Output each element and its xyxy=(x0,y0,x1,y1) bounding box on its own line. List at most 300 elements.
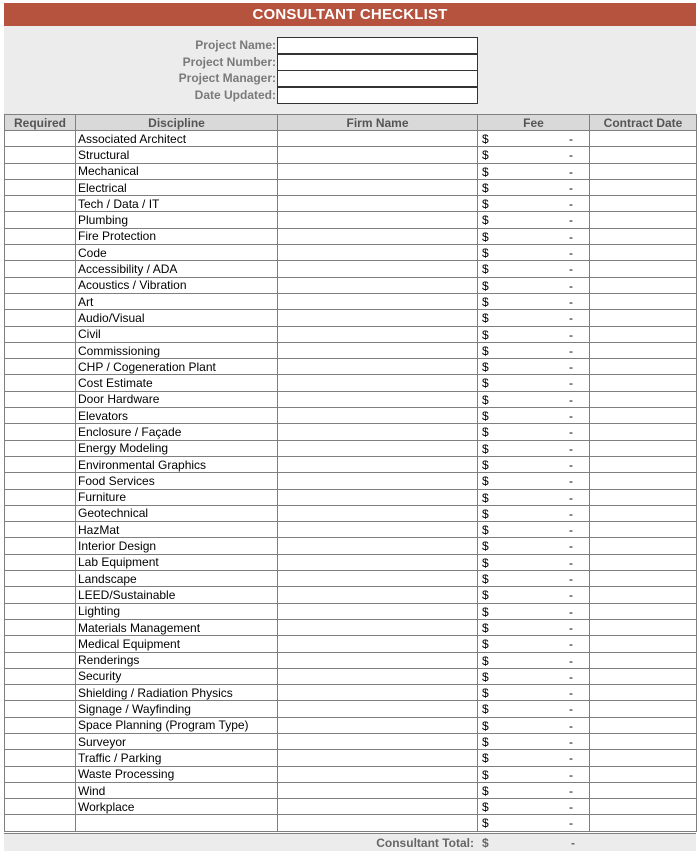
discipline-cell[interactable]: Commissioning xyxy=(76,342,278,358)
fee-amount: - xyxy=(569,800,573,815)
fee-amount: - xyxy=(569,816,573,831)
contract-date-cell[interactable] xyxy=(590,571,697,587)
contract-date-cell[interactable] xyxy=(590,619,697,635)
firm-name-cell[interactable] xyxy=(278,668,478,684)
firm-name-cell[interactable] xyxy=(278,505,478,521)
fee-amount: - xyxy=(569,262,573,277)
discipline-cell[interactable]: Mechanical xyxy=(76,163,278,179)
required-cell[interactable] xyxy=(5,293,76,309)
required-cell[interactable] xyxy=(5,538,76,554)
discipline-cell[interactable]: Cost Estimate xyxy=(76,375,278,391)
fee-currency: $ xyxy=(482,294,489,309)
table-row xyxy=(5,652,697,668)
fee-amount: - xyxy=(569,425,573,440)
required-cell[interactable] xyxy=(5,131,76,147)
column-header-firm-name: Firm Name xyxy=(278,115,478,131)
required-cell[interactable] xyxy=(5,408,76,424)
firm-name-cell[interactable] xyxy=(278,391,478,407)
fee-amount: - xyxy=(569,490,573,505)
fee-currency: $ xyxy=(482,246,489,261)
discipline-cell[interactable]: Elevators xyxy=(76,408,278,424)
discipline-cell[interactable]: Art xyxy=(76,293,278,309)
fee-amount: - xyxy=(569,506,573,521)
firm-name-cell[interactable] xyxy=(278,261,478,277)
contract-date-cell[interactable] xyxy=(590,538,697,554)
firm-name-cell[interactable] xyxy=(278,342,478,358)
contract-date-cell[interactable] xyxy=(590,342,697,358)
consultant-total-currency: $ xyxy=(482,836,489,850)
firm-name-cell[interactable] xyxy=(278,619,478,635)
required-cell[interactable] xyxy=(5,652,76,668)
discipline-cell[interactable]: Wind xyxy=(76,782,278,798)
firm-name-cell[interactable] xyxy=(278,440,478,456)
firm-name-cell[interactable] xyxy=(278,554,478,570)
discipline-cell[interactable]: Medical Equipment xyxy=(76,636,278,652)
date-updated-row xyxy=(4,87,696,103)
fee-cell[interactable] xyxy=(478,668,590,684)
contract-date-cell[interactable] xyxy=(590,799,697,815)
table-row xyxy=(5,750,697,766)
fee-cell[interactable] xyxy=(478,587,590,603)
table-row xyxy=(5,424,697,440)
firm-name-cell[interactable] xyxy=(278,456,478,472)
contract-date-cell[interactable] xyxy=(590,440,697,456)
fee-amount: - xyxy=(569,229,573,244)
fee-currency: $ xyxy=(482,327,489,342)
contract-date-cell[interactable] xyxy=(590,489,697,505)
required-cell[interactable] xyxy=(5,782,76,798)
fee-currency: $ xyxy=(482,702,489,717)
project-manager-field[interactable] xyxy=(277,70,478,87)
table-row xyxy=(5,212,697,228)
contract-date-cell[interactable] xyxy=(590,636,697,652)
contract-date-cell[interactable] xyxy=(590,652,697,668)
contract-date-cell[interactable] xyxy=(590,424,697,440)
fee-cell[interactable] xyxy=(478,228,590,244)
contract-date-cell[interactable] xyxy=(590,815,697,831)
required-cell[interactable] xyxy=(5,326,76,342)
discipline-cell[interactable]: Structural xyxy=(76,147,278,163)
firm-name-cell[interactable] xyxy=(278,310,478,326)
contract-date-cell[interactable] xyxy=(590,587,697,603)
firm-name-cell[interactable] xyxy=(278,163,478,179)
fee-cell[interactable] xyxy=(478,261,590,277)
column-header-contract-date: Contract Date xyxy=(590,115,697,131)
required-cell[interactable] xyxy=(5,685,76,701)
firm-name-cell[interactable] xyxy=(278,293,478,309)
project-name-label: Project Name: xyxy=(195,38,276,52)
fee-currency: $ xyxy=(482,474,489,489)
fee-amount: - xyxy=(569,734,573,749)
fee-currency: $ xyxy=(482,229,489,244)
discipline-cell[interactable]: Acoustics / Vibration xyxy=(76,277,278,293)
required-cell[interactable] xyxy=(5,261,76,277)
fee-currency: $ xyxy=(482,376,489,391)
fee-amount: - xyxy=(569,360,573,375)
fee-cell[interactable] xyxy=(478,554,590,570)
required-cell[interactable] xyxy=(5,815,76,831)
discipline-cell[interactable]: Surveyor xyxy=(76,733,278,749)
required-cell[interactable] xyxy=(5,489,76,505)
table-row xyxy=(5,277,697,293)
table-row xyxy=(5,163,697,179)
discipline-cell[interactable]: Signage / Wayfinding xyxy=(76,701,278,717)
contract-date-cell[interactable] xyxy=(590,310,697,326)
table-row xyxy=(5,391,697,407)
project-info-panel xyxy=(4,26,696,114)
firm-name-cell[interactable] xyxy=(278,782,478,798)
contract-date-cell[interactable] xyxy=(590,359,697,375)
discipline-cell[interactable]: Security xyxy=(76,668,278,684)
project-manager-row xyxy=(4,70,696,86)
firm-name-cell[interactable] xyxy=(278,587,478,603)
contract-date-cell[interactable] xyxy=(590,782,697,798)
fee-currency: $ xyxy=(482,425,489,440)
discipline-cell[interactable]: Fire Protection xyxy=(76,228,278,244)
fee-currency: $ xyxy=(482,197,489,212)
contract-date-cell[interactable] xyxy=(590,701,697,717)
required-cell[interactable] xyxy=(5,473,76,489)
fee-cell[interactable] xyxy=(478,245,590,261)
contract-date-cell[interactable] xyxy=(590,277,697,293)
required-cell[interactable] xyxy=(5,179,76,195)
project-number-field[interactable] xyxy=(277,54,478,71)
contract-date-cell[interactable] xyxy=(590,261,697,277)
contract-date-cell[interactable] xyxy=(590,293,697,309)
fee-amount: - xyxy=(569,343,573,358)
fee-cell[interactable] xyxy=(478,456,590,472)
project-number-label: Project Number: xyxy=(182,55,276,69)
fee-cell[interactable] xyxy=(478,750,590,766)
fee-currency: $ xyxy=(482,539,489,554)
contract-date-cell[interactable] xyxy=(590,179,697,195)
contract-date-cell[interactable] xyxy=(590,408,697,424)
fee-cell[interactable] xyxy=(478,293,590,309)
contract-date-cell[interactable] xyxy=(590,554,697,570)
firm-name-cell[interactable] xyxy=(278,473,478,489)
required-cell[interactable] xyxy=(5,554,76,570)
required-cell[interactable] xyxy=(5,424,76,440)
fee-amount: - xyxy=(569,327,573,342)
firm-name-cell[interactable] xyxy=(278,375,478,391)
discipline-cell[interactable]: Door Hardware xyxy=(76,391,278,407)
contract-date-cell[interactable] xyxy=(590,163,697,179)
discipline-cell[interactable]: Space Planning (Program Type) xyxy=(76,717,278,733)
table-row xyxy=(5,375,697,391)
column-header-discipline: Discipline xyxy=(76,115,278,131)
discipline-cell[interactable]: Lab Equipment xyxy=(76,554,278,570)
fee-currency: $ xyxy=(482,213,489,228)
discipline-cell[interactable]: Landscape xyxy=(76,571,278,587)
table-row xyxy=(5,131,697,147)
required-cell[interactable] xyxy=(5,163,76,179)
fee-amount: - xyxy=(569,441,573,456)
fee-amount: - xyxy=(569,572,573,587)
required-cell[interactable] xyxy=(5,636,76,652)
firm-name-cell[interactable] xyxy=(278,717,478,733)
discipline-cell[interactable]: Enclosure / Façade xyxy=(76,424,278,440)
discipline-cell[interactable]: CHP / Cogeneration Plant xyxy=(76,359,278,375)
fee-amount: - xyxy=(569,539,573,554)
required-cell[interactable] xyxy=(5,701,76,717)
contract-date-cell[interactable] xyxy=(590,766,697,782)
firm-name-cell[interactable] xyxy=(278,701,478,717)
required-cell[interactable] xyxy=(5,342,76,358)
fee-cell[interactable] xyxy=(478,636,590,652)
firm-name-cell[interactable] xyxy=(278,766,478,782)
table-row xyxy=(5,293,697,309)
contract-date-cell[interactable] xyxy=(590,228,697,244)
firm-name-cell[interactable] xyxy=(278,212,478,228)
required-cell[interactable] xyxy=(5,766,76,782)
fee-cell[interactable] xyxy=(478,505,590,521)
contract-date-cell[interactable] xyxy=(590,212,697,228)
required-cell[interactable] xyxy=(5,799,76,815)
fee-amount: - xyxy=(569,588,573,603)
contract-date-cell[interactable] xyxy=(590,733,697,749)
table-row xyxy=(5,245,697,261)
firm-name-cell[interactable] xyxy=(278,571,478,587)
firm-name-cell[interactable] xyxy=(278,685,478,701)
discipline-cell[interactable]: Interior Design xyxy=(76,538,278,554)
discipline-cell[interactable]: Shielding / Radiation Physics xyxy=(76,685,278,701)
firm-name-cell[interactable] xyxy=(278,733,478,749)
fee-cell[interactable] xyxy=(478,489,590,505)
discipline-cell[interactable]: Code xyxy=(76,245,278,261)
required-cell[interactable] xyxy=(5,440,76,456)
fee-cell[interactable] xyxy=(478,603,590,619)
fee-cell[interactable] xyxy=(478,179,590,195)
required-cell[interactable] xyxy=(5,603,76,619)
discipline-cell[interactable]: Renderings xyxy=(76,652,278,668)
firm-name-cell[interactable] xyxy=(278,652,478,668)
firm-name-cell[interactable] xyxy=(278,424,478,440)
required-cell[interactable] xyxy=(5,619,76,635)
firm-name-cell[interactable] xyxy=(278,131,478,147)
fee-currency: $ xyxy=(482,343,489,358)
contract-date-cell[interactable] xyxy=(590,685,697,701)
contract-date-cell[interactable] xyxy=(590,473,697,489)
required-cell[interactable] xyxy=(5,717,76,733)
fee-cell[interactable] xyxy=(478,277,590,293)
firm-name-cell[interactable] xyxy=(278,277,478,293)
fee-cell[interactable] xyxy=(478,163,590,179)
table-row xyxy=(5,522,697,538)
contract-date-cell[interactable] xyxy=(590,131,697,147)
discipline-cell[interactable]: LEED/Sustainable xyxy=(76,587,278,603)
firm-name-cell[interactable] xyxy=(278,489,478,505)
fee-cell[interactable] xyxy=(478,408,590,424)
contract-date-cell[interactable] xyxy=(590,456,697,472)
fee-cell[interactable] xyxy=(478,310,590,326)
table-row xyxy=(5,799,697,815)
required-cell[interactable] xyxy=(5,750,76,766)
firm-name-cell[interactable] xyxy=(278,750,478,766)
discipline-cell[interactable]: Plumbing xyxy=(76,212,278,228)
discipline-cell[interactable]: Electrical xyxy=(76,179,278,195)
required-cell[interactable] xyxy=(5,733,76,749)
contract-date-cell[interactable] xyxy=(590,391,697,407)
discipline-cell[interactable]: Civil xyxy=(76,326,278,342)
required-cell[interactable] xyxy=(5,359,76,375)
required-cell[interactable] xyxy=(5,456,76,472)
required-cell[interactable] xyxy=(5,375,76,391)
fee-cell[interactable] xyxy=(478,717,590,733)
firm-name-cell[interactable] xyxy=(278,147,478,163)
fee-currency: $ xyxy=(482,278,489,293)
column-header-fee: Fee xyxy=(478,115,590,131)
fee-amount: - xyxy=(569,409,573,424)
required-cell[interactable] xyxy=(5,277,76,293)
fee-cell[interactable] xyxy=(478,619,590,635)
contract-date-cell[interactable] xyxy=(590,522,697,538)
discipline-cell[interactable]: Food Services xyxy=(76,473,278,489)
firm-name-cell[interactable] xyxy=(278,538,478,554)
contract-date-cell[interactable] xyxy=(590,326,697,342)
fee-currency: $ xyxy=(482,767,489,782)
firm-name-cell[interactable] xyxy=(278,408,478,424)
firm-name-cell[interactable] xyxy=(278,359,478,375)
discipline-cell[interactable]: Workplace xyxy=(76,799,278,815)
fee-currency: $ xyxy=(482,180,489,195)
fee-currency: $ xyxy=(482,637,489,652)
discipline-cell[interactable]: Environmental Graphics xyxy=(76,456,278,472)
discipline-cell[interactable]: HazMat xyxy=(76,522,278,538)
fee-cell[interactable] xyxy=(478,571,590,587)
discipline-cell[interactable]: Lighting xyxy=(76,603,278,619)
table-row xyxy=(5,782,697,798)
fee-cell[interactable] xyxy=(478,196,590,212)
fee-cell[interactable] xyxy=(478,733,590,749)
fee-amount: - xyxy=(569,376,573,391)
contract-date-cell[interactable] xyxy=(590,196,697,212)
discipline-cell[interactable]: Associated Architect xyxy=(76,131,278,147)
required-cell[interactable] xyxy=(5,228,76,244)
required-cell[interactable] xyxy=(5,310,76,326)
required-cell[interactable] xyxy=(5,505,76,521)
contract-date-cell[interactable] xyxy=(590,717,697,733)
fee-amount: - xyxy=(569,555,573,570)
fee-amount: - xyxy=(569,148,573,163)
fee-currency: $ xyxy=(482,572,489,587)
fee-amount: - xyxy=(569,213,573,228)
discipline-cell[interactable]: Audio/Visual xyxy=(76,310,278,326)
contract-date-cell[interactable] xyxy=(590,603,697,619)
fee-cell[interactable] xyxy=(478,701,590,717)
fee-cell[interactable] xyxy=(478,359,590,375)
date-updated-field[interactable] xyxy=(277,87,478,104)
discipline-cell[interactable]: Accessibility / ADA xyxy=(76,261,278,277)
fee-cell[interactable] xyxy=(478,147,590,163)
consultant-total-amount: - xyxy=(571,836,575,850)
fee-amount: - xyxy=(569,294,573,309)
table-row xyxy=(5,668,697,684)
table-row xyxy=(5,571,697,587)
table-row xyxy=(5,717,697,733)
fee-cell[interactable] xyxy=(478,538,590,554)
fee-cell[interactable] xyxy=(478,212,590,228)
fee-cell[interactable] xyxy=(478,799,590,815)
discipline-cell[interactable]: Tech / Data / IT xyxy=(76,196,278,212)
fee-cell[interactable] xyxy=(478,326,590,342)
firm-name-cell[interactable] xyxy=(278,245,478,261)
fee-cell[interactable] xyxy=(478,782,590,798)
fee-cell[interactable] xyxy=(478,440,590,456)
fee-currency: $ xyxy=(482,783,489,798)
fee-cell[interactable] xyxy=(478,391,590,407)
table-row xyxy=(5,685,697,701)
table-body xyxy=(5,131,697,832)
required-cell[interactable] xyxy=(5,522,76,538)
required-cell[interactable] xyxy=(5,245,76,261)
required-cell[interactable] xyxy=(5,196,76,212)
firm-name-cell[interactable] xyxy=(278,603,478,619)
table-row xyxy=(5,196,697,212)
discipline-cell[interactable]: Furniture xyxy=(76,489,278,505)
discipline-cell[interactable] xyxy=(76,815,278,831)
firm-name-cell[interactable] xyxy=(278,326,478,342)
fee-cell[interactable] xyxy=(478,815,590,831)
fee-cell[interactable] xyxy=(478,685,590,701)
firm-name-cell[interactable] xyxy=(278,196,478,212)
contract-date-cell[interactable] xyxy=(590,245,697,261)
required-cell[interactable] xyxy=(5,391,76,407)
firm-name-cell[interactable] xyxy=(278,228,478,244)
contract-date-cell[interactable] xyxy=(590,750,697,766)
discipline-cell[interactable]: Traffic / Parking xyxy=(76,750,278,766)
required-cell[interactable] xyxy=(5,147,76,163)
checklist-title: CONSULTANT CHECKLIST xyxy=(4,3,696,26)
table-row xyxy=(5,603,697,619)
fee-amount: - xyxy=(569,246,573,261)
fee-cell[interactable] xyxy=(478,342,590,358)
fee-cell[interactable] xyxy=(478,652,590,668)
firm-name-cell[interactable] xyxy=(278,799,478,815)
fee-cell[interactable] xyxy=(478,473,590,489)
fee-currency: $ xyxy=(482,311,489,326)
required-cell[interactable] xyxy=(5,587,76,603)
table-row xyxy=(5,228,697,244)
contract-date-cell[interactable] xyxy=(590,505,697,521)
contract-date-cell[interactable] xyxy=(590,668,697,684)
fee-amount: - xyxy=(569,767,573,782)
fee-cell[interactable] xyxy=(478,375,590,391)
table-row xyxy=(5,408,697,424)
fee-cell[interactable] xyxy=(478,424,590,440)
fee-amount: - xyxy=(569,620,573,635)
discipline-cell[interactable]: Waste Processing xyxy=(76,766,278,782)
firm-name-cell[interactable] xyxy=(278,636,478,652)
contract-date-cell[interactable] xyxy=(590,375,697,391)
project-name-field[interactable] xyxy=(277,37,478,54)
required-cell[interactable] xyxy=(5,571,76,587)
fee-amount: - xyxy=(569,604,573,619)
required-cell[interactable] xyxy=(5,668,76,684)
contract-date-cell[interactable] xyxy=(590,147,697,163)
discipline-cell[interactable]: Materials Management xyxy=(76,619,278,635)
firm-name-cell[interactable] xyxy=(278,179,478,195)
required-cell[interactable] xyxy=(5,212,76,228)
fee-cell[interactable] xyxy=(478,522,590,538)
firm-name-cell[interactable] xyxy=(278,815,478,831)
fee-currency: $ xyxy=(482,686,489,701)
discipline-cell[interactable]: Geotechnical xyxy=(76,505,278,521)
fee-cell[interactable] xyxy=(478,131,590,147)
firm-name-cell[interactable] xyxy=(278,522,478,538)
discipline-cell[interactable]: Energy Modeling xyxy=(76,440,278,456)
fee-currency: $ xyxy=(482,669,489,684)
fee-cell[interactable] xyxy=(478,766,590,782)
